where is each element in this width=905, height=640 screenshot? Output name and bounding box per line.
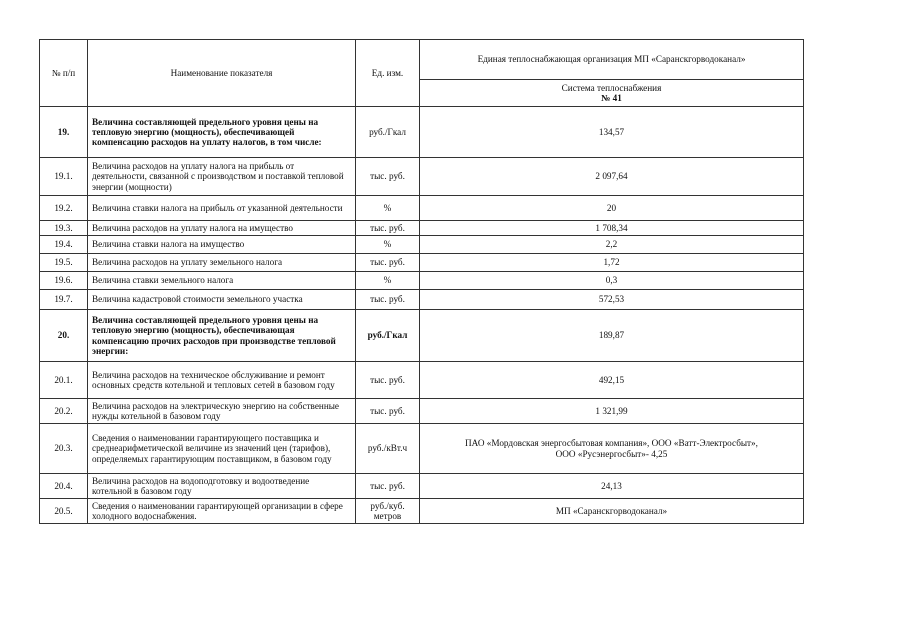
- row-unit: %: [356, 236, 420, 254]
- table-row: [40, 196, 804, 221]
- row-num: 20.1.: [40, 362, 88, 399]
- header-system-label: Система теплоснабжения: [561, 82, 662, 93]
- row-unit: тыс. руб.: [356, 254, 420, 272]
- row-num: 20.2.: [40, 399, 88, 424]
- row-unit: руб./кВт.ч: [356, 424, 420, 474]
- supplier-names: ПАО «Мордовская энергосбытовая компания», ООО «Ватт-Электросбыт»,: [465, 438, 758, 449]
- header-org: Единая теплоснабжающая организация МП «Саранскгорводоканал»: [420, 40, 804, 80]
- table-row: [40, 272, 804, 290]
- row-name: Величина ставки земельного налога: [88, 272, 356, 290]
- row-name: Величина ставки налога на имущество: [88, 236, 356, 254]
- row-num: 20.5.: [40, 499, 88, 524]
- row-unit: %: [356, 272, 420, 290]
- row-unit: тыс. руб.: [356, 158, 420, 196]
- row-value: 2,2: [420, 236, 804, 254]
- row-value: [420, 424, 804, 474]
- row-num: 19.1.: [40, 158, 88, 196]
- supplier-price: ООО «Русэнергосбыт»- 4,25: [555, 448, 668, 459]
- row-name: Величина кадастровой стоимости земельного участка: [88, 290, 356, 310]
- row-name: Величина составляющей предельного уровня цены на тепловую энергию (мощность), обеспечивающей компенсацию расходов на уплату налогов, в том числе:: [88, 107, 356, 158]
- header-system: [420, 80, 804, 107]
- table-row: [40, 290, 804, 310]
- table-row: [40, 474, 804, 499]
- row-name: Величина расходов на уплату налога на имущество: [88, 221, 356, 236]
- table-row: [40, 362, 804, 399]
- row-num: 19.5.: [40, 254, 88, 272]
- header-system-number: № 41: [601, 93, 622, 103]
- row-num: 20.4.: [40, 474, 88, 499]
- row-num: 19.3.: [40, 221, 88, 236]
- header-unit: Ед. изм.: [356, 40, 420, 107]
- row-value: 1 321,99: [420, 399, 804, 424]
- row-num: 19.2.: [40, 196, 88, 221]
- table-row: [40, 221, 804, 236]
- row-num: 19.6.: [40, 272, 88, 290]
- table-header-row: [40, 40, 804, 80]
- row-unit: тыс. руб.: [356, 290, 420, 310]
- row-num: 19.7.: [40, 290, 88, 310]
- row-name: Величина ставки налога на прибыль от указанной деятельности: [88, 196, 356, 221]
- row-value: 2 097,64: [420, 158, 804, 196]
- table-row: [40, 424, 804, 474]
- row-unit: тыс. руб.: [356, 474, 420, 499]
- row-value: 572,53: [420, 290, 804, 310]
- row-name: Величина составляющей предельного уровня цены на тепловую энергию (мощность), обеспечивающая компенсацию прочих расходов при производстве тепловой энергии:: [88, 310, 356, 362]
- row-value: 1,72: [420, 254, 804, 272]
- row-value: 24,13: [420, 474, 804, 499]
- row-value: МП «Саранскгорводоканал»: [420, 499, 804, 524]
- row-value: 189,87: [420, 310, 804, 362]
- table-row: [40, 158, 804, 196]
- row-name: Величина расходов на уплату налога на прибыль от деятельности, связанной с производством и поставкой тепловой энергии (мощности): [88, 158, 356, 196]
- row-unit: руб./Гкал: [356, 107, 420, 158]
- row-value: 1 708,34: [420, 221, 804, 236]
- row-name: Величина расходов на уплату земельного налога: [88, 254, 356, 272]
- table-row: [40, 399, 804, 424]
- row-unit: тыс. руб.: [356, 221, 420, 236]
- table-row: [40, 310, 804, 362]
- row-value: 0,3: [420, 272, 804, 290]
- table-row: [40, 107, 804, 158]
- row-unit: тыс. руб.: [356, 362, 420, 399]
- header-name: Наименование показателя: [88, 40, 356, 107]
- row-unit: руб./Гкал: [356, 310, 420, 362]
- row-value: 20: [420, 196, 804, 221]
- row-unit: тыс. руб.: [356, 399, 420, 424]
- row-unit: %: [356, 196, 420, 221]
- unit-line-2: метров: [373, 511, 402, 521]
- table-row: [40, 236, 804, 254]
- table-row: [40, 254, 804, 272]
- row-num: 19.: [40, 107, 88, 158]
- row-name: Величина расходов на техническое обслуживание и ремонт основных средств котельной и тепловых сетей в базовом году: [88, 362, 356, 399]
- row-unit: [356, 499, 420, 524]
- header-num: № п/п: [40, 40, 88, 107]
- row-name: Сведения о наименовании гарантирующей организации в сфере холодного водоснабжения.: [88, 499, 356, 524]
- tariff-table: [39, 39, 804, 524]
- row-num: 19.4.: [40, 236, 88, 254]
- row-num: 20.: [40, 310, 88, 362]
- row-value: 134,57: [420, 107, 804, 158]
- row-name: Сведения о наименовании гарантирующего поставщика и среднеарифметической величине из значений цен (тарифов), определяемых гарантирующим поставщиком, в базовом году: [88, 424, 356, 474]
- unit-line-1: руб./куб.: [370, 500, 405, 511]
- row-name: Величина расходов на электрическую энергию на собственные нужды котельной в базовом году: [88, 399, 356, 424]
- table-row: [40, 499, 804, 524]
- row-num: 20.3.: [40, 424, 88, 474]
- row-name: Величина расходов на водоподготовку и водоотведение котельной в базовом году: [88, 474, 356, 499]
- row-value: 492,15: [420, 362, 804, 399]
